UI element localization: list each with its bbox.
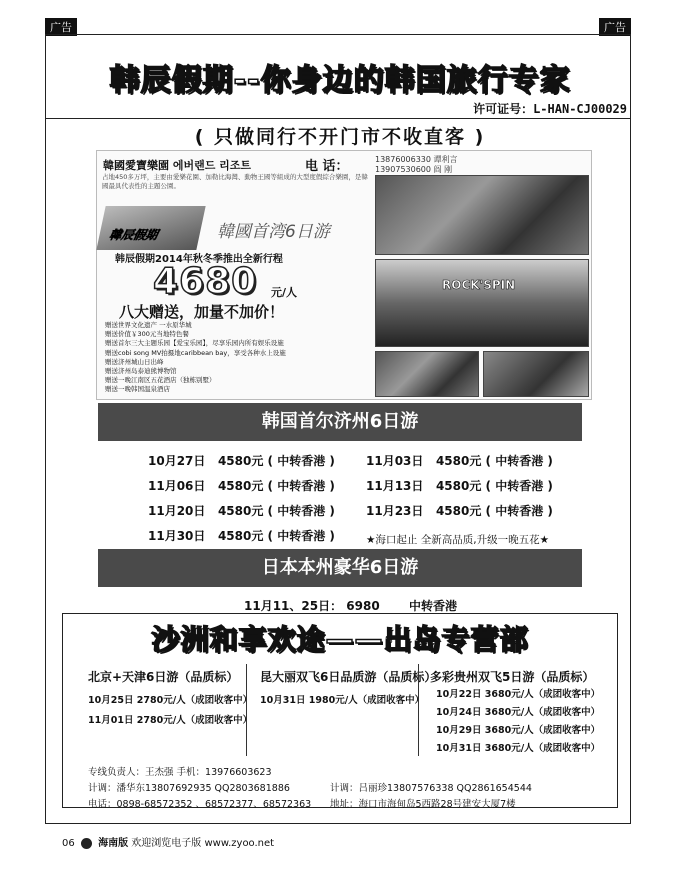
poster-subtitle: 韩辰假期2014年秋冬季推出全新行程 bbox=[115, 254, 283, 265]
departure-note: ( 中转香港 ) bbox=[267, 504, 335, 518]
ride-sign: ROCK'SPIN bbox=[442, 278, 516, 292]
poster-price-unit: 元/人 bbox=[271, 286, 298, 299]
park-photo-1 bbox=[375, 351, 479, 397]
gift-item: 赠送一晚江南区五花酒店（独栋别墅） bbox=[105, 376, 216, 385]
departure-row bbox=[366, 477, 553, 494]
departure-price: 4580元 bbox=[217, 529, 264, 543]
japan-price: 6980 bbox=[346, 599, 380, 613]
departure-date: 11月23日 bbox=[366, 504, 424, 518]
page-number: 06 bbox=[62, 838, 75, 849]
departure-row bbox=[148, 502, 335, 519]
tour-line-item: 10月31日 3680元/人（成团收客中） bbox=[436, 743, 601, 754]
seoul-tour-note: ★海口起止 全新高品质,升级一晚五花★ bbox=[366, 534, 550, 546]
tour-line-item: 11月01日 2780元/人（成团收客中） bbox=[88, 715, 253, 726]
departure-date: 10月27日 bbox=[148, 454, 206, 468]
japan-tour-title: 日本本州豪华6日游 bbox=[98, 549, 582, 587]
gift-item: 赠送济州岛泰迪熊博物馆 bbox=[105, 367, 177, 376]
departure-row bbox=[366, 452, 553, 469]
seoul-tour-title: 韩国首尔济州6日游 bbox=[98, 403, 582, 441]
departure-note: ( 中转香港 ) bbox=[267, 479, 335, 493]
departure-price: 4580元 bbox=[435, 504, 482, 518]
tour-title: 韓國首湾6日游 bbox=[217, 222, 330, 242]
gift-item: 赠送cobi song MV拍摄地caribbean bay，享受各种水上设施 bbox=[105, 348, 286, 357]
departure-note: ( 中转香港 ) bbox=[267, 454, 335, 468]
divider bbox=[45, 118, 631, 119]
departure-note: ( 中转香港 ) bbox=[267, 529, 335, 543]
resort-blurb: 占地450多万坪，主要由愛樂花園、加勒比海灣、動物王國等組成的大型度假綜合樂園，是韓國最具代表性的主題公園。 bbox=[102, 173, 368, 190]
ride-photo bbox=[375, 259, 589, 347]
gifts-title: 八大赠送，加量不加价！ bbox=[119, 303, 285, 321]
japan-dates: 11月11、25日： bbox=[244, 599, 343, 613]
departure-row bbox=[148, 452, 335, 469]
tour-line-item: 10月25日 2780元/人（成团收客中） bbox=[88, 695, 253, 706]
departure-price: 4580元 bbox=[217, 454, 264, 468]
japan-transit: 中转香港 bbox=[408, 599, 457, 613]
gift-item: 赠送济州城山日出峰 bbox=[105, 357, 164, 366]
parade-photo bbox=[375, 175, 589, 255]
gift-item: 赠送一晚韩国温泉酒店 bbox=[105, 385, 170, 394]
license-number: 许可证号：L-HAN-CJ00029 bbox=[473, 102, 627, 116]
column-divider bbox=[246, 664, 247, 756]
departure-date: 11月20日 bbox=[148, 504, 206, 518]
departure-price: 4580元 bbox=[217, 479, 264, 493]
poster-price: 4680 bbox=[153, 261, 258, 302]
column-heading: 北京+天津6日游（品质标） bbox=[88, 670, 239, 684]
park-photo-2 bbox=[483, 351, 589, 397]
departure-row bbox=[148, 527, 335, 544]
gifts-list bbox=[105, 321, 373, 395]
phone-1: 13876006330 谭利言 bbox=[375, 155, 458, 164]
tour-line-item: 10月24日 3680元/人（成团收客中） bbox=[436, 707, 601, 718]
tour-line-item: 10月29日 3680元/人（成团收客中） bbox=[436, 725, 601, 736]
column-heading: 昆大丽双飞6日品质游（品质标） bbox=[260, 670, 437, 684]
contact-manager: 专线负责人：王杰强 手机：13976603623 bbox=[88, 767, 272, 778]
tour-logo-graphic bbox=[96, 206, 205, 250]
headline: 韩辰假期--你身边的韩国旅行专家 bbox=[109, 63, 571, 98]
departure-note: ( 中转香港 ) bbox=[485, 504, 553, 518]
departure-date: 11月03日 bbox=[366, 454, 424, 468]
promo-poster bbox=[96, 150, 592, 400]
departure-date: 11月13日 bbox=[366, 479, 424, 493]
dept-title: 沙洲和享欢途——出岛专营部 bbox=[151, 623, 529, 656]
ad-label-right: 广告 bbox=[599, 18, 631, 36]
japan-tour-departure bbox=[244, 597, 457, 614]
tour-line-item: 10月22日 3680元/人（成团收客中） bbox=[436, 689, 601, 700]
contact-planner-2: 计调：吕丽珍13807576338 QQ2861654544 bbox=[330, 783, 532, 794]
slogan: ( 只做同行不开门市不收直客 ) bbox=[194, 126, 486, 148]
contact-planner-1: 计调：潘华东13807692935 QQ2803681886 bbox=[88, 783, 290, 794]
departure-date: 11月06日 bbox=[148, 479, 206, 493]
page-footer bbox=[62, 834, 274, 849]
publication-logo-icon bbox=[81, 838, 92, 849]
departure-price: 4580元 bbox=[435, 454, 482, 468]
departure-price: 4580元 bbox=[217, 504, 264, 518]
departure-row bbox=[366, 502, 553, 519]
departure-note: ( 中转香港 ) bbox=[485, 454, 553, 468]
phone-label: 电 话： bbox=[305, 159, 349, 174]
resort-name: 韓國愛寶樂園 에버랜드 리조트 bbox=[103, 159, 252, 172]
departure-date: 11月30日 bbox=[148, 529, 206, 543]
column-heading: 多彩贵州双飞5日游（品质标） bbox=[430, 670, 595, 684]
departure-note: ( 中转香港 ) bbox=[485, 479, 553, 493]
gift-item: 赠送价值￥300元当地特色餐 bbox=[105, 330, 189, 339]
gift-item: 赠送世界文化遗产 一水原华城 bbox=[105, 321, 192, 329]
gift-item: 赠送首尔三大主题乐园【爱宝乐园】，尽享乐园内所有娱乐设施 bbox=[105, 339, 284, 348]
contact-address: 地址：海口市海甸岛5西路28号建安大厦7楼 bbox=[330, 799, 516, 810]
ad-label-left: 广告 bbox=[45, 18, 77, 36]
departure-price: 4580元 bbox=[435, 479, 482, 493]
footer-text: 欢迎浏览电子版 www.zyoo.net bbox=[131, 838, 275, 849]
tour-line-item: 10月31日 1980元/人（成团收客中） bbox=[260, 695, 425, 706]
edition-name: 海南版 bbox=[98, 838, 129, 849]
tour-logo: 韓辰假期 bbox=[108, 228, 160, 242]
contact-phone: 电话：0898-68572352 、68572377、68572363 bbox=[88, 799, 312, 810]
phone-2: 13907530600 阎 刚 bbox=[375, 165, 453, 174]
column-divider bbox=[418, 664, 419, 756]
departure-row bbox=[148, 477, 335, 494]
